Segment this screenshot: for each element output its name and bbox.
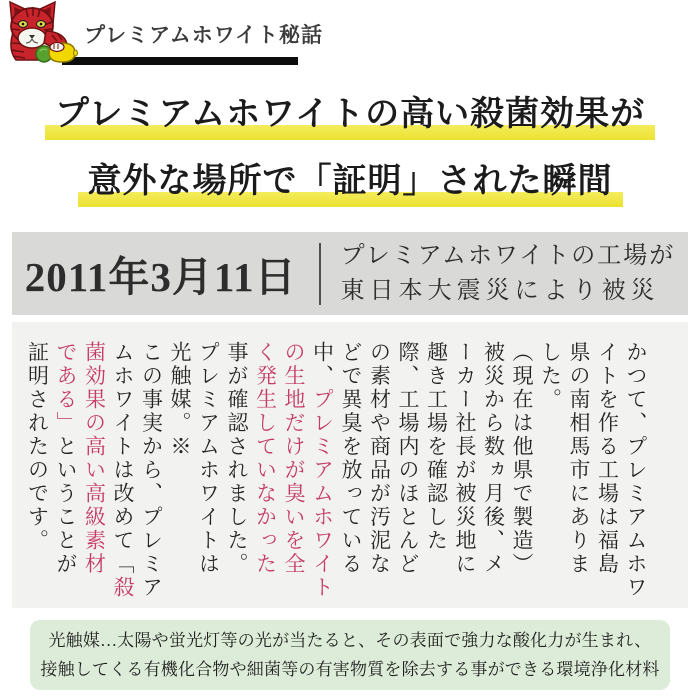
- story-text: 光触媒。※: [168, 341, 192, 459]
- story-text-red: プレミアムホワイト: [310, 388, 335, 600]
- story-text-red: である」: [54, 341, 78, 435]
- footnote-line1: 光触媒…太陽や蛍光灯等の光が当たると、その表面で強力な酸化力が生まれ、: [48, 631, 652, 650]
- story-text-red: く発生していなかった: [253, 341, 278, 576]
- date-desc-line2: 東日本大震災により被災: [340, 277, 660, 304]
- story-text: （現在は他県で製造）: [510, 341, 534, 576]
- vertical-column: [422, 341, 451, 605]
- story-text: この事実から、プレミア: [139, 341, 164, 600]
- vertical-column: [337, 341, 366, 605]
- date-description: [341, 239, 676, 309]
- header-underline-bar: [62, 57, 298, 65]
- vertical-column: [280, 341, 309, 605]
- vertical-column: [451, 341, 480, 605]
- story-text: 県の南相馬市にありま: [567, 341, 591, 576]
- story-text: 被災から数ヵ月後、メ: [481, 341, 506, 576]
- cat-mascot-icon: [2, 1, 78, 65]
- footnote-line2: 接触してくる有機化合物や細菌等の有害物質を除去する事ができる環境浄化材料: [40, 660, 660, 679]
- story-text: ということが: [54, 435, 78, 576]
- date-text: 2011年3月11日: [24, 254, 297, 300]
- vertical-column: [251, 341, 280, 605]
- date-divider: [319, 243, 321, 305]
- story-text: 趣き工場を確認した: [424, 341, 449, 553]
- story-text: イトを作る工場は福島: [595, 341, 620, 576]
- story-text: 証明されたのです。: [25, 341, 50, 553]
- vertical-column: [365, 341, 394, 605]
- date-banner: [12, 232, 688, 315]
- headline-line1: プレミアムホワイトの高い殺菌効果が: [45, 86, 655, 140]
- footnote-box: [30, 620, 670, 690]
- headline: [0, 86, 700, 220]
- vertical-column: [308, 341, 337, 605]
- vertical-column: [23, 341, 52, 605]
- story-text-red: 殺: [111, 576, 135, 600]
- story-text: ムホワイトは改めて「: [111, 341, 135, 576]
- vertical-column: [223, 341, 252, 605]
- vertical-column: [109, 341, 138, 605]
- story-text: した。: [538, 341, 563, 412]
- vertical-column: [394, 341, 423, 605]
- vertical-column: [166, 341, 195, 605]
- story-text: 事が確認されました。: [225, 341, 249, 576]
- story-text: かつて、プレミアムホワ: [624, 341, 648, 600]
- vertical-column: [622, 341, 651, 605]
- story-text: 際、工場内のほとんど: [396, 341, 420, 576]
- header-title: プレミアムホワイト秘話: [84, 23, 324, 47]
- story-panel: [12, 322, 688, 608]
- vertical-text: [23, 341, 650, 605]
- vertical-column: [508, 341, 537, 605]
- headline-line2: 意外な場所で「証明」された瞬間: [78, 153, 623, 207]
- vertical-column: [536, 341, 565, 605]
- vertical-column: [194, 341, 223, 605]
- story-text: ーカー社長が被災地に: [453, 341, 477, 576]
- story-text-red: 菌効果の高い高級素材: [82, 341, 107, 576]
- vertical-column: [565, 341, 594, 605]
- story-text: プレミアムホワイトは: [196, 341, 221, 576]
- story-text: の素材や商品が汚泥な: [367, 341, 392, 576]
- story-text-red: の生地だけが臭いを全: [282, 341, 306, 576]
- story-text: 中、: [310, 341, 335, 388]
- vertical-column: [137, 341, 166, 605]
- vertical-column: [52, 341, 81, 605]
- vertical-column: [479, 341, 508, 605]
- vertical-column: [593, 341, 622, 605]
- date-desc-line1: プレミアムホワイトの工場が: [340, 242, 676, 269]
- vertical-column: [80, 341, 109, 605]
- story-text: どで異臭を放っている: [339, 341, 363, 576]
